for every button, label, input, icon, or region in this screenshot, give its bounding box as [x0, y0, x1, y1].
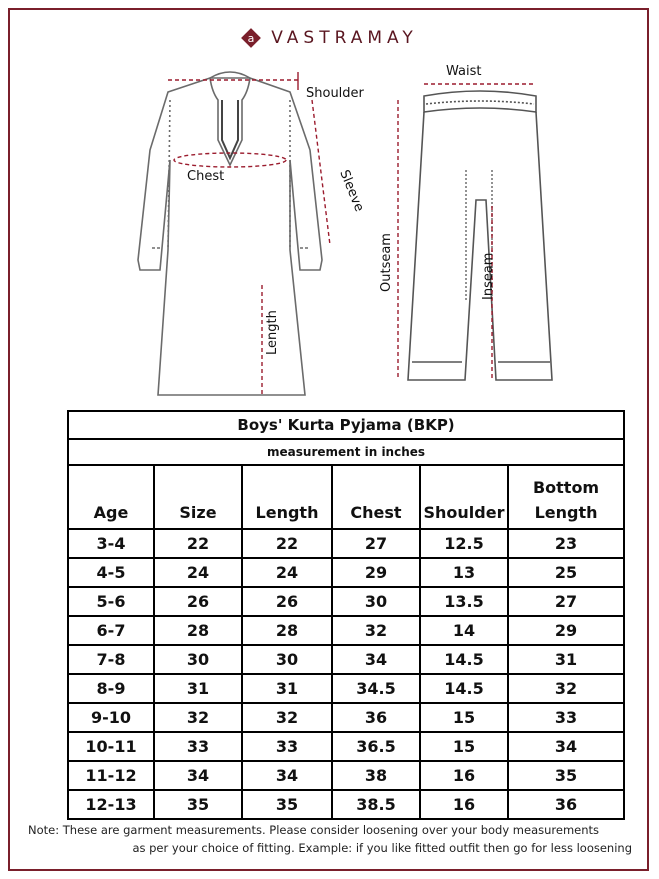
table-row [68, 703, 624, 732]
table-row [68, 558, 624, 587]
kurta-drawing [138, 72, 322, 395]
svg-text:a: a [247, 32, 255, 45]
column-header-label: Length [534, 503, 598, 522]
garment-illustration [0, 0, 659, 405]
table-cell: 28 [242, 616, 332, 645]
pyjama-drawing [408, 91, 552, 380]
size-chart-table [67, 410, 625, 820]
table-cell: 35 [154, 790, 242, 819]
table-cell: 32 [154, 703, 242, 732]
table-cell: 12.5 [420, 529, 508, 558]
table-cell: 10-11 [68, 732, 154, 761]
column-header-label: Age [93, 503, 129, 522]
table-cell: 33 [154, 732, 242, 761]
table-cell: 24 [154, 558, 242, 587]
table-cell: 16 [420, 790, 508, 819]
table-cell: 11-12 [68, 761, 154, 790]
column-header-label: Length [255, 503, 319, 522]
table-cell: 13 [420, 558, 508, 587]
table-title: Boys' Kurta Pyjama (BKP) [68, 411, 624, 439]
table-cell: 38 [332, 761, 420, 790]
svg-text:Sleeve: Sleeve [336, 167, 367, 214]
table-cell: 38.5 [332, 790, 420, 819]
svg-text:Shoulder: Shoulder [306, 86, 364, 101]
table-cell: 27 [332, 529, 420, 558]
column-header [154, 465, 242, 529]
table-row [68, 761, 624, 790]
table-cell: 6-7 [68, 616, 154, 645]
note-line-1: Note: These are garment measurements. Please consider loosening over your body measurements [28, 823, 600, 837]
table-row [68, 790, 624, 819]
table-subtitle: measurement in inches [68, 439, 624, 465]
table-cell: 32 [332, 616, 420, 645]
table-cell: 31 [242, 674, 332, 703]
column-header-label: Chest [350, 503, 402, 522]
table-cell: 33 [508, 703, 624, 732]
svg-text:Inseam: Inseam [481, 252, 496, 300]
table-cell: 16 [420, 761, 508, 790]
table-cell: 35 [242, 790, 332, 819]
table-header-row [68, 465, 624, 529]
table-cell: 29 [332, 558, 420, 587]
svg-text:Outseam: Outseam [379, 233, 394, 292]
note-line-2: as per your choice of fitting. Example: if you like fitted outfit then go for less loosening [132, 841, 632, 855]
table-row [68, 616, 624, 645]
column-header [420, 465, 508, 529]
column-header-label: Size [179, 503, 217, 522]
table-cell: 14.5 [420, 645, 508, 674]
table-cell: 4-5 [68, 558, 154, 587]
table-cell: 34.5 [332, 674, 420, 703]
table-cell: 22 [154, 529, 242, 558]
table-cell: 34 [154, 761, 242, 790]
table-cell: 15 [420, 732, 508, 761]
table-cell: 26 [242, 587, 332, 616]
table-cell: 12-13 [68, 790, 154, 819]
table-cell: 29 [508, 616, 624, 645]
table-row [68, 529, 624, 558]
table-cell: 31 [154, 674, 242, 703]
svg-text:Length: Length [265, 310, 280, 355]
table-cell: 33 [242, 732, 332, 761]
table-cell: 14 [420, 616, 508, 645]
table-row [68, 674, 624, 703]
table-cell: 25 [508, 558, 624, 587]
table-cell: 30 [154, 645, 242, 674]
table-cell: 26 [154, 587, 242, 616]
column-header-label: Bottom [532, 478, 600, 497]
table-cell: 24 [242, 558, 332, 587]
table-cell: 14.5 [420, 674, 508, 703]
table-cell: 34 [508, 732, 624, 761]
table-cell: 35 [508, 761, 624, 790]
column-header [332, 465, 420, 529]
table-cell: 31 [508, 645, 624, 674]
table-cell: 27 [508, 587, 624, 616]
table-cell: 13.5 [420, 587, 508, 616]
svg-text:Waist: Waist [446, 64, 482, 79]
table-cell: 36.5 [332, 732, 420, 761]
table-cell: 23 [508, 529, 624, 558]
table-row [68, 645, 624, 674]
table-cell: 5-6 [68, 587, 154, 616]
table-cell: 22 [242, 529, 332, 558]
table-cell: 32 [508, 674, 624, 703]
table-cell: 34 [332, 645, 420, 674]
table-cell: 36 [508, 790, 624, 819]
table-cell: 30 [332, 587, 420, 616]
table-cell: 32 [242, 703, 332, 732]
table-row [68, 732, 624, 761]
garment-note [28, 821, 632, 857]
column-header [68, 465, 154, 529]
table-cell: 28 [154, 616, 242, 645]
column-header [242, 465, 332, 529]
table-cell: 36 [332, 703, 420, 732]
table-row [68, 587, 624, 616]
table-cell: 9-10 [68, 703, 154, 732]
brand-name: VASTRAMAY [271, 28, 418, 48]
table-cell: 7-8 [68, 645, 154, 674]
svg-text:Chest: Chest [187, 169, 225, 184]
table-cell: 34 [242, 761, 332, 790]
table-cell: 15 [420, 703, 508, 732]
column-header [508, 465, 624, 529]
table-cell: 8-9 [68, 674, 154, 703]
column-header-label: Shoulder [423, 503, 505, 522]
table-cell: 30 [242, 645, 332, 674]
table-cell: 3-4 [68, 529, 154, 558]
